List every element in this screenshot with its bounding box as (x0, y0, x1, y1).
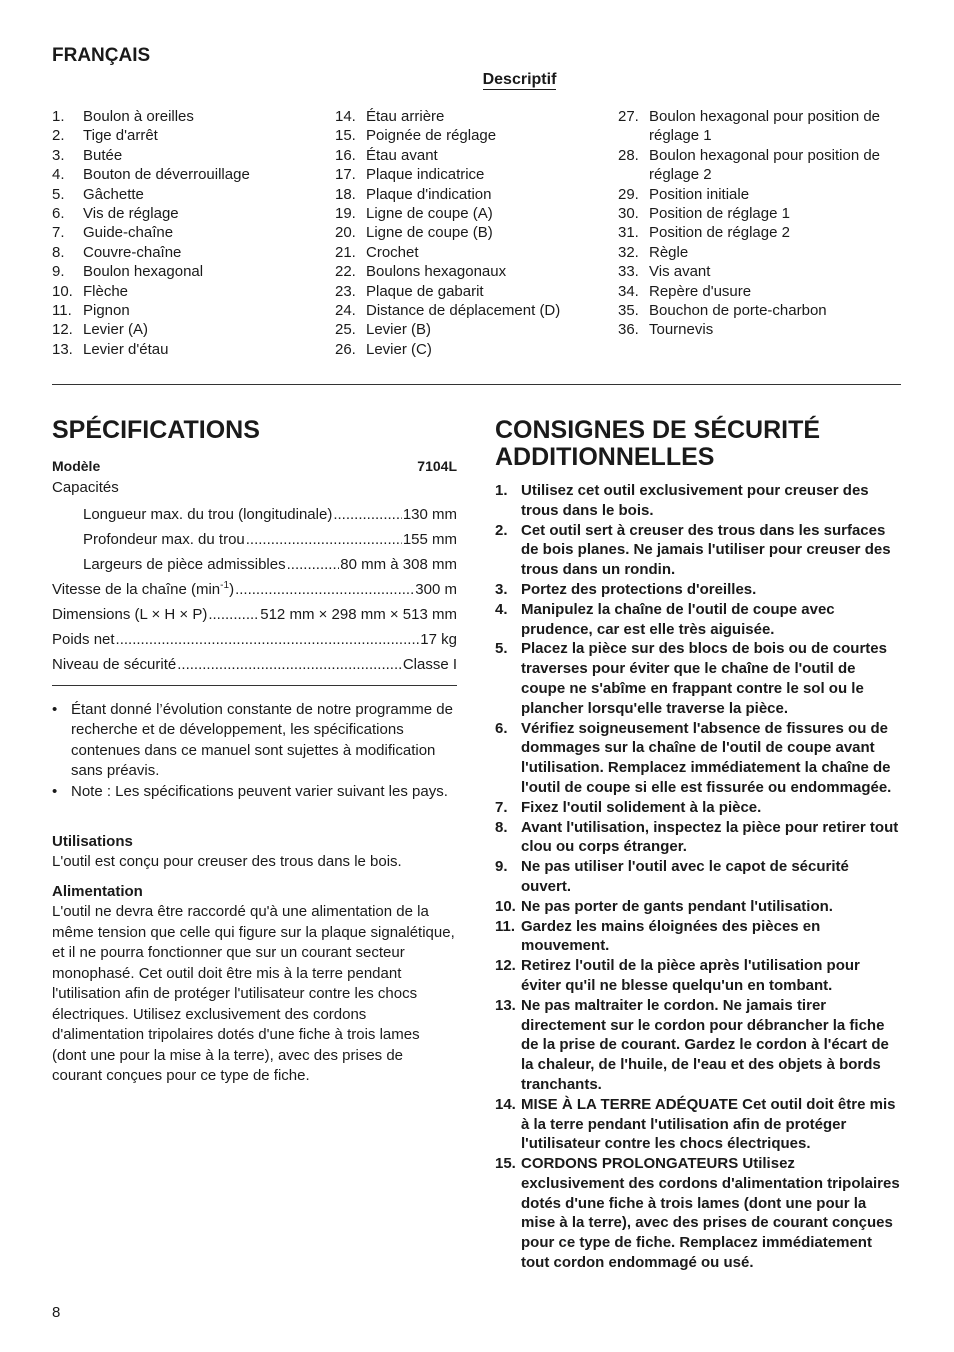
item-text: Étau arrière (366, 108, 445, 125)
descriptif-item (52, 223, 317, 242)
item-number: 3. (52, 146, 65, 164)
bullet-symbol: • (52, 701, 58, 718)
descriptif-item (52, 146, 317, 165)
safety-item (495, 1154, 901, 1273)
safety-item (495, 639, 901, 718)
item-text: Crochet (366, 243, 419, 261)
safety-title (495, 417, 820, 471)
item-text: Vérifiez soigneusement l'absence de fissures ou de dommages sur la chaîne de l'outil de coupe avant l'utilisation. Remplacez immédiatement la chaîne de l'outil de coupe si elle est fissurée ou endommagée. (521, 719, 892, 796)
item-text: Bouton de déverrouillage (83, 166, 250, 184)
descriptif-item (335, 320, 605, 339)
item-text: Boulon hexagonal (83, 263, 204, 281)
descriptif-item (52, 262, 317, 281)
descriptif-item (335, 243, 605, 262)
item-number: 12. (495, 957, 516, 975)
item-text: Portez des protections d'oreilles. (521, 580, 757, 598)
spec-row-weight (52, 623, 457, 648)
item-number: 1. (495, 482, 508, 499)
item-text: Plaque indicatrice (366, 166, 485, 184)
item-number: 31. (618, 224, 639, 242)
item-number: 5. (495, 640, 508, 658)
spec-row-depth (52, 523, 457, 548)
item-text: CORDONS PROLONGATEURS Utilisez exclusivement des cordons d'alimentation tripolaires dotés d'une fiche à trois lames (dont une pour la mise à la terre), avec des prises de courant conçues pour ce type de fiche. Remplacez immédiatement tout cordon endommagé ou usé. (521, 1155, 900, 1272)
item-text: Cet outil sert à creuser des trous dans les surfaces de bois planes. Ne jamais l'utiliser pour creuser des trous dans un rondin. (521, 521, 891, 579)
item-text: Vis de réglage (83, 205, 179, 223)
item-number: 14. (495, 1095, 516, 1113)
depth-value: 155 mm (402, 531, 457, 548)
item-number: 6. (495, 719, 508, 737)
item-number: 2. (495, 521, 508, 539)
descriptif-item (335, 165, 605, 184)
descriptif-item (335, 204, 605, 223)
item-number: 6. (52, 205, 65, 223)
item-text: Butée (83, 146, 123, 164)
item-number: 25. (335, 321, 356, 339)
item-number: 15. (495, 1155, 516, 1173)
safety-level-value: Classe I (402, 656, 457, 673)
descriptif-item (52, 243, 317, 262)
safety-item (495, 857, 901, 897)
specifications-notes (52, 700, 457, 802)
item-number: 27. (618, 108, 639, 125)
item-text: Tige d'arrêt (83, 127, 158, 145)
item-text: Position initiale (649, 185, 750, 203)
item-text: Boulon hexagonal pour position de réglage 2 (649, 146, 881, 184)
descriptif-item (618, 146, 901, 185)
descriptif-item (335, 107, 605, 126)
descriptif-item (618, 243, 901, 262)
item-number: 9. (52, 263, 65, 281)
section-divider (52, 384, 901, 385)
item-number: 12. (52, 321, 73, 339)
item-text: MISE À LA TERRE ADÉQUATE Cet outil doit être mis à la terre pendant l'utilisation afin de protéger l'utilisateur contre les chocs électriques. (521, 1095, 896, 1153)
power-text: L'outil ne devra être raccordé qu'à une alimentation de la même tension que celle qui figure sur la plaque signalétique, et il ne pourra fonctionner que sur un courant secteur monophasé. Cet outil doit être mis à la terre pendant l'utilisation afin de protéger l'utilisateur contre les chocs électriques. Utilisez exclusivement des cordons d'alimentation tripolaires dotés d'une fiche à trois lames (dont une pour la mise à la terre), avec des prises de courant conçues pour ce type de fiche. (52, 903, 455, 1084)
item-number: 28. (618, 146, 639, 164)
safety-item (495, 1095, 901, 1154)
item-number: 23. (335, 282, 356, 300)
length-value: 130 mm (402, 506, 457, 523)
width-value: 80 mm à 308 mm (340, 556, 457, 573)
item-text: Distance de déplacement (D) (366, 302, 561, 320)
item-text: Ligne de coupe (A) (366, 205, 493, 223)
item-text: Position de réglage 2 (649, 224, 790, 242)
item-number: 20. (335, 224, 356, 242)
item-number: 5. (52, 185, 65, 203)
page-number: 8 (52, 1304, 61, 1321)
dot-leader (287, 556, 340, 573)
spec-note (52, 700, 457, 782)
item-number: 8. (495, 818, 508, 836)
item-text: Placez la pièce sur des blocs de bois ou de courtes traverses pour éviter que le chaîne de l'outil de coupe ne s'abîme en frappant contre le sol ou le plancher lorsqu'elle traverse la pièce. (521, 640, 887, 717)
safety-item (495, 521, 901, 580)
item-text: Utilisez cet outil exclusivement pour creuser des trous dans le bois. (521, 482, 869, 519)
dimensions-label: Dimensions (L × H × P) (52, 606, 208, 623)
item-number: 18. (335, 185, 356, 203)
item-number: 11. (52, 302, 72, 320)
item-text: Flèche (83, 282, 129, 300)
descriptif-item (335, 223, 605, 242)
item-number: 10. (495, 897, 516, 915)
item-number: 3. (495, 580, 508, 598)
item-text: Levier d'étau (83, 340, 169, 358)
item-number: 36. (618, 321, 639, 339)
item-text: Pignon (83, 302, 130, 320)
item-number: 35. (618, 302, 639, 320)
spec-row-model (52, 454, 457, 474)
item-number: 34. (618, 282, 639, 300)
descriptif-item (335, 340, 605, 359)
specifications-title: SPÉCIFICATIONS (52, 416, 260, 444)
item-number: 7. (52, 224, 65, 242)
spec-note-text: Étant donné l’évolution constante de notre programme de recherche et de développement, les spécifications contenues dans ce manuel sont sujettes à modification sans préavis. (71, 701, 453, 780)
capacities-label: Capacités (52, 479, 119, 496)
dot-leader (235, 581, 414, 598)
descriptif-item (52, 165, 317, 184)
item-text: Levier (C) (366, 340, 432, 358)
item-number: 22. (335, 263, 356, 281)
descriptif-item (618, 282, 901, 301)
descriptif-item (618, 107, 901, 146)
item-text: Boulons hexagonaux (366, 263, 507, 281)
descriptif-item (335, 185, 605, 204)
item-text: Fixez l'outil solidement à la pièce. (521, 798, 762, 816)
descriptif-item (618, 320, 901, 339)
spec-row-length (52, 496, 457, 523)
safety-title-line1: CONSIGNES DE SÉCURITÉ (495, 416, 821, 444)
weight-value: 17 kg (420, 631, 457, 648)
descriptif-item (52, 320, 317, 339)
descriptif-item (52, 204, 317, 223)
safety-title-line2: ADDITIONNELLES (495, 443, 715, 471)
spec-note (52, 782, 457, 802)
item-text: Gâchette (83, 185, 144, 203)
safety-item (495, 798, 901, 818)
item-number: 21. (335, 243, 356, 261)
item-number: 15. (335, 127, 356, 145)
dot-leader (246, 531, 402, 548)
bullet-symbol: • (52, 782, 58, 800)
width-label: Largeurs de pièce admissibles (83, 556, 286, 573)
safety-instructions-list (495, 481, 901, 1273)
safety-item (495, 996, 901, 1095)
descriptif-item (335, 301, 605, 320)
descriptif-item (618, 185, 901, 204)
item-text: Manipulez la chaîne de l'outil de coupe avec prudence, car est elle très aiguisée. (521, 600, 835, 638)
weight-label: Poids net (52, 631, 115, 648)
spec-note-text: Note : Les spécifications peuvent varier suivant les pays. (71, 782, 448, 800)
item-number: 13. (495, 996, 516, 1014)
item-number: 1. (52, 108, 65, 125)
item-text: Vis avant (649, 263, 711, 281)
safety-item (495, 897, 901, 917)
item-text: Plaque de gabarit (366, 282, 484, 300)
power-section (52, 882, 457, 1087)
item-text: Guide-chaîne (83, 224, 174, 242)
descriptif-item (52, 107, 317, 126)
length-label: Longueur max. du trou (longitudinale) (83, 506, 333, 523)
spec-row-capacities (52, 474, 457, 496)
descriptif-list-col3 (618, 107, 901, 340)
item-text: Avant l'utilisation, inspectez la pièce pour retirer tout clou ou corps étranger. (521, 818, 899, 856)
item-text: Ne pas porter de gants pendant l'utilisation. (521, 897, 833, 915)
depth-label: Profondeur max. du trou (83, 531, 245, 548)
spec-row-chain-speed (52, 573, 457, 598)
safety-item (495, 580, 901, 600)
spec-row-dimensions (52, 598, 457, 623)
item-text: Tournevis (649, 321, 714, 339)
safety-item (495, 818, 901, 858)
item-number: 30. (618, 205, 639, 223)
specifications-divider (52, 685, 457, 686)
descriptif-item (335, 282, 605, 301)
spec-row-width (52, 548, 457, 573)
dot-leader (177, 656, 402, 673)
safety-level-label: Niveau de sécurité (52, 656, 177, 673)
uses-text: L'outil est conçu pour creuser des trous dans le bois. (52, 853, 402, 870)
model-value: 7104L (417, 458, 457, 474)
descriptif-item (52, 301, 317, 320)
uses-section (52, 832, 457, 872)
item-text: Bouchon de porte-charbon (649, 302, 827, 320)
item-number: 32. (618, 243, 639, 261)
item-text: Position de réglage 1 (649, 205, 790, 223)
item-number: 24. (335, 302, 356, 320)
item-text: Retirez l'outil de la pièce après l'utilisation pour éviter qu'il ne blesse quelqu'un en tombant. (521, 957, 860, 994)
descriptif-item (52, 282, 317, 301)
item-number: 4. (52, 166, 65, 184)
dot-leader (333, 506, 401, 523)
item-text: Levier (B) (366, 321, 432, 339)
item-number: 7. (495, 798, 508, 816)
descriptif-item (52, 340, 317, 359)
item-number: 26. (335, 340, 356, 358)
item-text: Boulon à oreilles (83, 108, 194, 125)
item-number: 8. (52, 243, 65, 261)
specifications-table (52, 454, 457, 673)
descriptif-item (52, 126, 317, 145)
item-text: Ne pas utiliser l'outil avec le capot de sécurité ouvert. (521, 858, 849, 895)
spec-row-safety-level (52, 648, 457, 673)
descriptif-title (0, 71, 954, 89)
item-number: 2. (52, 127, 65, 145)
descriptif-item (618, 223, 901, 242)
safety-item (495, 956, 901, 996)
item-text: Levier (A) (83, 321, 149, 339)
item-number: 33. (618, 263, 639, 281)
model-label: Modèle (52, 458, 101, 474)
uses-title: Utilisations (52, 833, 133, 850)
descriptif-list-col2 (335, 107, 605, 359)
item-text: Ligne de coupe (B) (366, 224, 493, 242)
descriptif-item (335, 126, 605, 145)
descriptif-title-text: Descriptif (482, 71, 557, 88)
item-number: 29. (618, 185, 639, 203)
item-number: 10. (52, 282, 73, 300)
descriptif-list-col1 (52, 107, 317, 359)
item-text: Gardez les mains éloignées des pièces en mouvement. (521, 917, 821, 955)
item-text: Couvre-chaîne (83, 243, 182, 261)
item-text: Plaque d'indication (366, 185, 492, 203)
item-number: 17. (335, 166, 356, 184)
item-number: 11. (495, 917, 516, 935)
item-text: Étau avant (366, 146, 438, 164)
item-number: 4. (495, 600, 508, 618)
item-text: Boulon hexagonal pour position de réglage 1 (649, 108, 881, 145)
descriptif-item (335, 262, 605, 281)
safety-item (495, 481, 901, 521)
dimensions-value: 512 mm × 298 mm × 513 mm (260, 606, 457, 623)
descriptif-item (335, 146, 605, 165)
item-number: 9. (495, 858, 508, 876)
item-number: 13. (52, 340, 73, 358)
item-number: 19. (335, 205, 356, 223)
item-text: Repère d'usure (649, 282, 752, 300)
descriptif-item (618, 301, 901, 320)
descriptif-item (618, 204, 901, 223)
item-number: 14. (335, 108, 356, 125)
descriptif-item (618, 262, 901, 281)
chain-speed-value: 300 m (415, 581, 457, 598)
safety-item (495, 719, 901, 798)
item-text: Poignée de réglage (366, 127, 497, 145)
safety-item (495, 917, 901, 957)
item-text: Règle (649, 243, 689, 261)
chain-speed-label: Vitesse de la chaîne $(\min^{-1})$ (52, 580, 235, 598)
dot-leader (208, 606, 259, 623)
dot-leader (116, 631, 420, 648)
item-number: 16. (335, 146, 356, 164)
item-text: Ne pas maltraiter le cordon. Ne jamais tirer directement sur le cordon pour débrancher la fiche de la prise de courant. Gardez le cordon à l'écart de la chaleur, de l'huile, de l'eau et des objets à bords tranchants. (521, 996, 889, 1093)
descriptif-item (52, 185, 317, 204)
safety-item (495, 600, 901, 640)
language-heading: FRANÇAIS (52, 45, 151, 66)
power-title: Alimentation (52, 883, 143, 900)
